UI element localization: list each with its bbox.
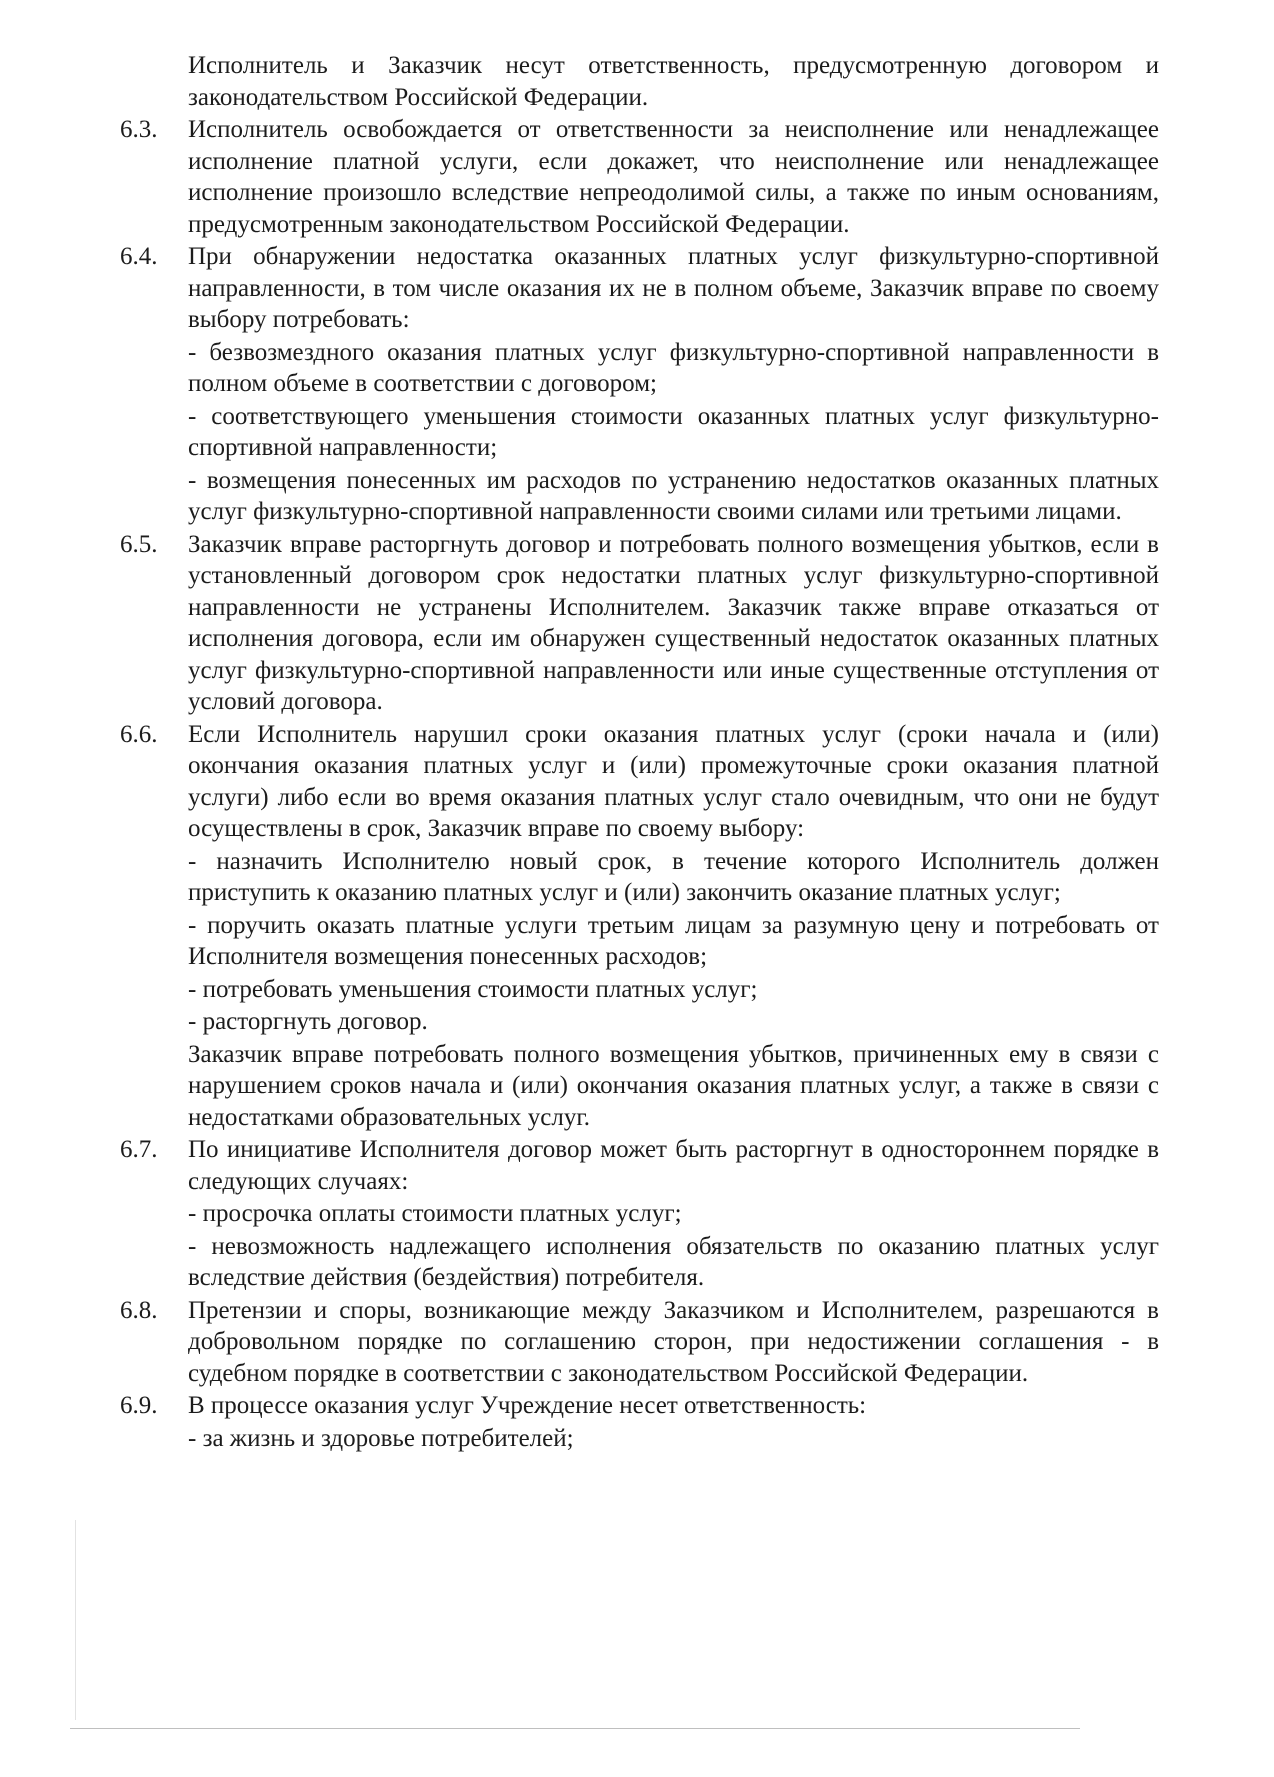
clause-paragraph: По инициативе Исполнителя договор может быть расторгнут в одностороннем порядке в следующих случаях: xyxy=(188,1136,1159,1195)
clause-6-6 xyxy=(120,719,1159,1134)
clause-6-4 xyxy=(120,241,1159,528)
clause-paragraph: Претензии и споры, возникающие между Заказчиком и Исполнителем, разрешаются в добровольном порядке по соглашению сторон, при недостижении соглашения - в судебном порядке в соответствии с законодательством Российской Федерации. xyxy=(188,1296,1159,1387)
clause-number: 6.5. xyxy=(120,530,158,558)
clause-paragraph: - поручить оказать платные услуги третьим лицам за разумную цену и потребовать от Исполнителя возмещения понесенных расходов; xyxy=(188,911,1159,970)
clause-number: 6.4. xyxy=(120,243,158,270)
clause-paragraph: - потребовать уменьшения стоимости платных услуг; xyxy=(188,975,758,1003)
clause-paragraph: - невозможность надлежащего исполнения обязательств по оказанию платных услуг вследствие действия (бездействия) потребителя. xyxy=(188,1232,1159,1291)
clause-number: 6.9. xyxy=(120,1392,158,1419)
clause-number: 6.6. xyxy=(120,720,158,748)
clause-6-5 xyxy=(120,529,1159,718)
clause-paragraph: - за жизнь и здоровье потребителей; xyxy=(188,1424,574,1452)
clause-number: 6.7. xyxy=(120,1136,158,1163)
clause-6-8 xyxy=(120,1295,1159,1390)
clause-paragraph: Если Исполнитель нарушил сроки оказания платных услуг (сроки начала и (или) окончания оказания платных услуг и (или) промежуточные сроки оказания платной услуги) либо если во время оказания платных услуг стало очевидным, что они не будут осуществлены в срок, Заказчик вправе по своему выбору: xyxy=(188,720,1159,842)
scan-bottom-line xyxy=(70,1728,1080,1729)
clause-paragraph: - возмещения понесенных им расходов по устранению недостатков оказанных платных услуг физкультурно-спортивной направленности своими силами или третьими лицами. xyxy=(188,466,1159,525)
clause-paragraph: Заказчик вправе потребовать полного возмещения убытков, причиненных ему в связи с нарушением сроков начала и (или) окончания оказания платных услуг, а также в связи с недостатками образовательных услуг. xyxy=(188,1040,1159,1131)
clause-6-3 xyxy=(120,114,1159,240)
clause-list xyxy=(120,114,1159,1454)
scan-edge-mark xyxy=(75,1520,76,1720)
clause-6-7 xyxy=(120,1134,1159,1294)
intro-block xyxy=(120,50,1159,113)
clause-paragraph: Исполнитель освобождается от ответственности за неисполнение или ненадлежащее исполнение платной услуги, если докажет, что неисполнение или ненадлежащее исполнение произошло вследствие непреодолимой силы, а также по иным основаниям, предусмотренным законодательством Российской Федерации. xyxy=(188,116,1159,238)
clause-paragraph: - назначить Исполнителю новый срок, в течение которого Исполнитель должен приступить к оказанию платных услуг и (или) закончить оказание платных услуг; xyxy=(188,847,1159,906)
clause-paragraph: В процессе оказания услуг Учреждение несет ответственность: xyxy=(188,1392,867,1419)
clause-paragraph: - расторгнуть договор. xyxy=(188,1008,428,1035)
intro-paragraph: Исполнитель и Заказчик несут ответственность, предусмотренную договором и законодательством Российской Федерации. xyxy=(188,52,1159,111)
clause-paragraph: - безвозмездного оказания платных услуг физкультурно-спортивной направленности в полном объеме в соответствии с договором; xyxy=(188,338,1159,397)
clause-paragraph: - соответствующего уменьшения стоимости оказанных платных услуг физкультурно-спортивной направленности; xyxy=(188,402,1159,461)
clause-number: 6.3. xyxy=(120,116,158,143)
clause-paragraph: При обнаружении недостатка оказанных платных услуг физкультурно-спортивной направленности, в том числе оказания их не в полном объеме, Заказчик вправе по своему выбору потребовать: xyxy=(188,243,1159,333)
clause-number: 6.8. xyxy=(120,1296,158,1324)
clause-paragraph: Заказчик вправе расторгнуть договор и потребовать полного возмещения убытков, если в установленный договором срок недостатки платных услуг физкультурно-спортивной направленности не устранены Исполнителем. Заказчик также вправе отказаться от исполнения договора, если им обнаружен существенный недостаток оказанных платных услуг физкультурно-спортивной направленности или иные существенные отступления от условий договора. xyxy=(188,530,1159,715)
clause-paragraph: - просрочка оплаты стоимости платных услуг; xyxy=(188,1200,682,1227)
clause-6-9 xyxy=(120,1390,1159,1454)
